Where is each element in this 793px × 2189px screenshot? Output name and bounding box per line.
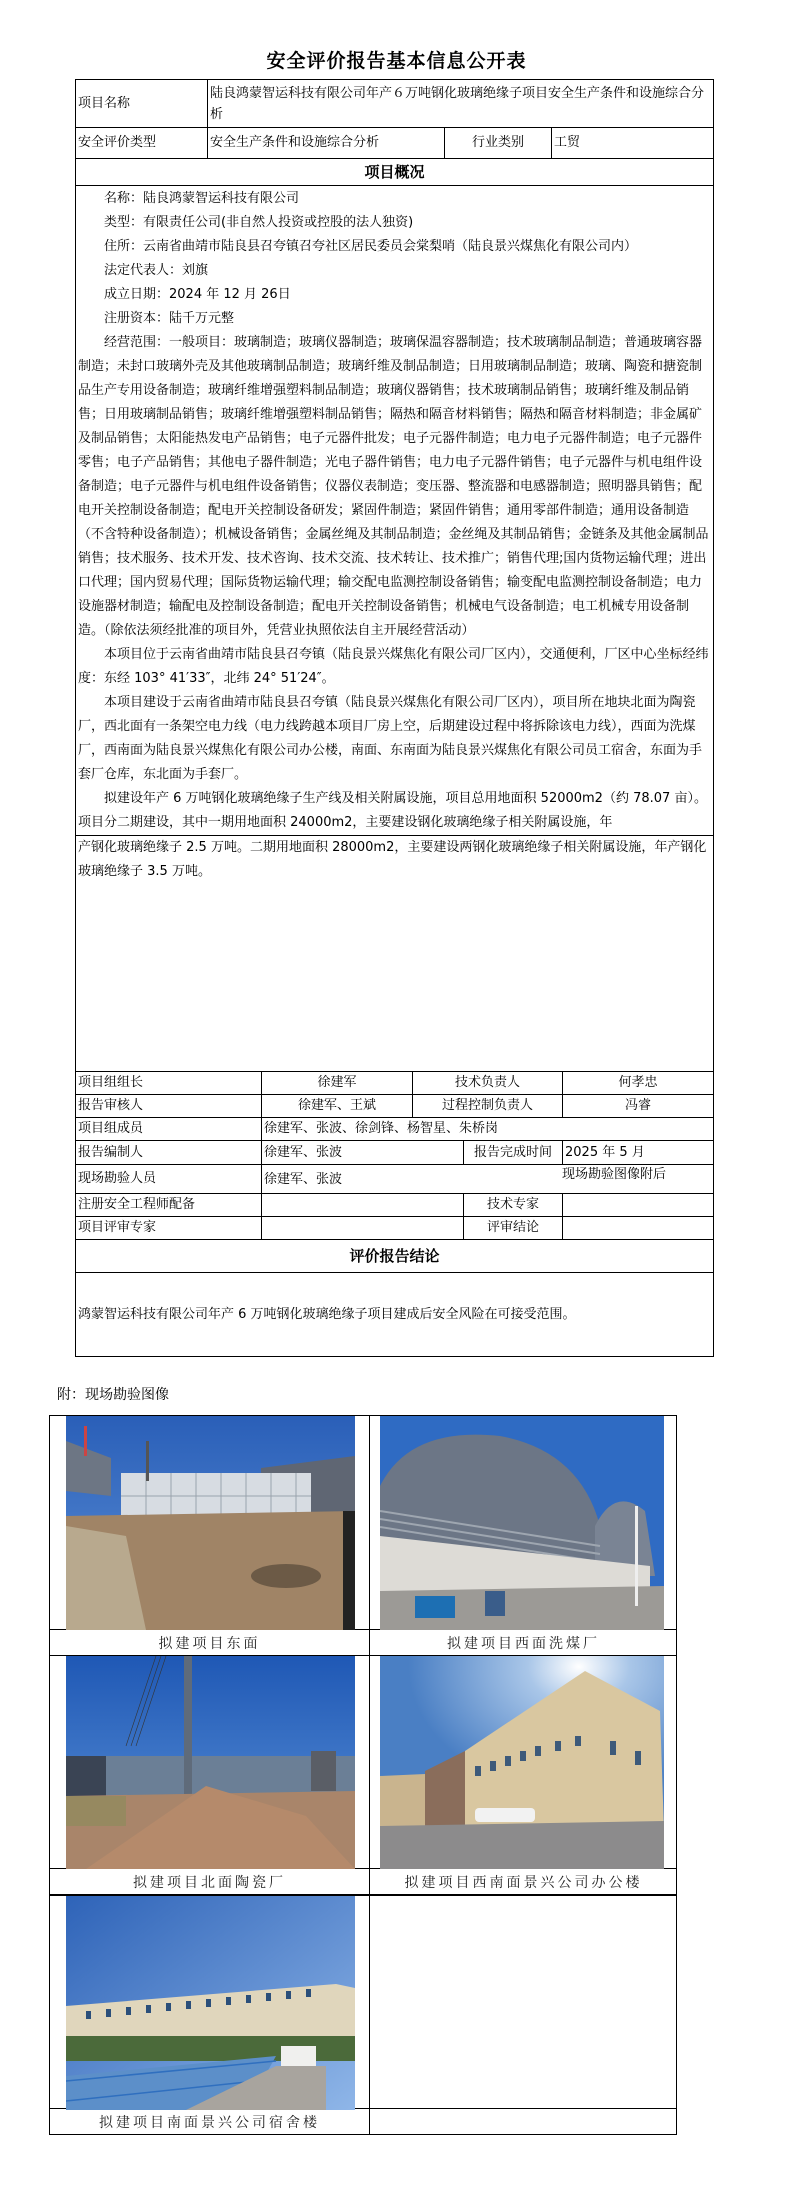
- overview-heading: 项目概况: [364, 163, 425, 181]
- conclusion-text: 鸿蒙智运科技有限公司年产 6 万吨钢化玻璃绝缘子项目建成后安全风险在可接受范围。: [78, 1306, 576, 1322]
- overview-body: [75, 185, 714, 1072]
- tech-lead-cell: [562, 1071, 714, 1095]
- author-cell: [261, 1140, 464, 1165]
- project-location: 本项目位于云南省曲靖市陆良县召夸镇（陆良景兴煤焦化有限公司厂区内），交通便利，厂区中心坐标经纬度：东经 103° 41′33″，北纬 24° 51′24″。: [78, 647, 709, 686]
- project-name: 陆良鸿蒙智运科技有限公司年产６万吨钢化玻璃绝缘子项目安全生产条件和设施综合分析: [210, 86, 705, 122]
- site-photo-southwest-office: [380, 1656, 664, 1869]
- leader-label: 项目组组长: [78, 1075, 144, 1090]
- conclusion-heading-cell: [75, 1239, 714, 1273]
- completion: 2025 年 5 月: [565, 1144, 645, 1160]
- site-staff: 徐建军、张波: [264, 1172, 343, 1187]
- founded-date: 成立日期：2024 年 12 月 26日: [104, 287, 291, 302]
- expert-label-cell: [463, 1193, 563, 1217]
- review-result-label: 评审结论: [486, 1220, 539, 1235]
- photo-caption-cell: [50, 1630, 370, 1656]
- industry: 工贸: [554, 135, 581, 150]
- industry-label-cell: [444, 127, 552, 159]
- photo-caption: 拟建项目南面景兴公司宿舍楼: [99, 2115, 320, 2131]
- process-lead-label: 过程控制负责人: [441, 1098, 533, 1113]
- construction-plan-1: 拟建设年产 6 万吨钢化玻璃绝缘子生产线及相关附属设施，项目总用地面积 52000m2（约 78.07 亩）。项目分二期建设，其中一期用地面积 24000m2，主要建设钢化玻璃绝缘子相关附属设施，年: [76, 787, 713, 836]
- photo-caption: 拟建项目西面洗煤厂: [447, 1635, 600, 1652]
- company-type: 类型：有限责任公司(非自然人投资或控股的法人独资): [104, 215, 414, 230]
- photo-caption: 拟建项目东面: [158, 1635, 261, 1652]
- site-photo-west-coal-washing: [380, 1416, 664, 1630]
- photo-caption-cell: [50, 2109, 370, 2135]
- members-cell: [261, 1117, 714, 1141]
- engineer-cell: [261, 1193, 464, 1217]
- project-name-cell: [207, 79, 714, 128]
- leader: 徐建军: [317, 1075, 357, 1090]
- project-name-label: 项目名称: [78, 95, 131, 111]
- completion-label-cell: [463, 1140, 563, 1165]
- photo-caption-cell: [370, 1869, 677, 1895]
- photo-caption: 拟建项目北面陶瓷厂: [133, 1874, 286, 1891]
- construction-plan-2: 产钢化玻璃绝缘子 2.5 万吨。二期用地面积 28000m2，主要建设两钢化玻璃绝缘子相关附属设施，年产钢化玻璃绝缘子 3.5 万吨。: [78, 840, 707, 879]
- photo-grid: [49, 1415, 677, 2135]
- review-expert-cell: [261, 1216, 464, 1240]
- reviewer: 徐建军、王斌: [297, 1098, 376, 1113]
- author: 徐建军、张波: [264, 1144, 343, 1160]
- photo-caption-cell-empty: [370, 2109, 677, 2135]
- overview-heading-cell: [75, 158, 714, 186]
- site-photos-note: 现场勘验图像附后: [562, 1167, 667, 1182]
- review-result-label-cell: [463, 1216, 563, 1240]
- tech-lead-label: 技术负责人: [454, 1075, 520, 1090]
- reviewer-label: 报告审核人: [78, 1098, 144, 1113]
- eval-type-label-cell: [75, 127, 208, 159]
- industry-cell: [551, 127, 714, 159]
- registered-capital: 注册资本：陆千万元整: [104, 311, 235, 326]
- tech-lead: 何孝忠: [618, 1075, 658, 1090]
- business-scope: 经营范围：一般项目：玻璃制造；玻璃仪器制造；玻璃保温容器制造；技术玻璃制品制造；普通玻璃容器制造；未封口玻璃外壳及其他玻璃制品制造；玻璃纤维及制品制造；日用玻璃制品制造；玻璃、陶瓷和搪瓷制品生产专用设备制造；玻璃纤维增强塑料制品制造；玻璃仪器销售；技术玻璃制品销售；玻璃纤维及制品销售；日用玻璃制品销售；玻璃纤维增强塑料制品销售；隔热和隔音材料销售；隔热和隔音材料制造；非金属矿及制品销售；太阳能热发电产品销售；电子元器件批发；电子元器件制造；电力电子元器件制造；电子元器件零售；电子产品销售；其他电子器件制造；光电子器件销售；电力电子元器件销售；电子元器件与机电组件设备制造；电子元器件与机电组件设备销售；仪器仪表制造；变压器、整流器和电感器制造；照明器具销售；配电开关控制设备制造；配电开关控制设备研发；紧固件制造；紧固件销售；通用零部件制造；通用设备制造（不含特种设备制造）；机械设备销售；金属丝绳及其制品制造；金丝绳及其制品销售；金链条及其他金属制品销售；技术服务、技术开发、技术咨询、技术交流、技术转让、技术推广；销售代理;国内货物运输代理；进出口代理；国内贸易代理；国际货物运输代理；输交配电监测控制设备销售；输变配电监测控制设备制造；电力设施器材制造；输配电及控制设备制造；配电开关控制设备销售；机械电气设备制造；电工机械专用设备制造。（除依法须经批准的项目外，凭营业执照依法自主开展经营活动）: [78, 335, 709, 638]
- photo-cell: [370, 1416, 677, 1630]
- project-surroundings: 本项目建设于云南省曲靖市陆良县召夸镇（陆良景兴煤焦化有限公司厂区内），项目所在地块北面为陶瓷厂，西北面有一条架空电力线（电力线跨越本项目厂房上空，后期建设过程中将拆除该电力线），西面为洗煤厂，西南面为陆良景兴煤焦化有限公司办公楼，南面、东南面为陆良景兴煤焦化有限公司员工宿舍，东面为手套厂仓库，东北面为手套厂。: [78, 695, 703, 782]
- legal-representative: 法定代表人：刘旗: [104, 263, 209, 278]
- project-name-label-cell: [75, 79, 208, 128]
- review-expert-label-cell: [75, 1216, 262, 1240]
- completion-label: 报告完成时间: [473, 1144, 552, 1160]
- review-result-cell: [562, 1216, 714, 1240]
- photo-cell: [50, 1656, 370, 1869]
- members-label-cell: [75, 1117, 262, 1141]
- photo-cell: [370, 1656, 677, 1869]
- leader-label-cell: [75, 1071, 262, 1095]
- photo-caption: 拟建项目西南面景兴公司办公楼: [404, 1874, 643, 1891]
- completion-cell: [562, 1140, 714, 1165]
- conclusion-heading: 评价报告结论: [349, 1247, 440, 1265]
- attachment-label: 附：现场勘验图像: [57, 1387, 169, 1403]
- author-label: 报告编制人: [78, 1144, 144, 1160]
- site-staff-cell: [261, 1164, 714, 1194]
- photo-caption-cell: [370, 1630, 677, 1656]
- company-name: 名称：陆良鸿蒙智运科技有限公司: [104, 191, 300, 206]
- photo-caption-cell: [50, 1869, 370, 1895]
- site-staff-label-cell: [75, 1164, 262, 1194]
- members: 徐建军、张波、徐剑锋、杨智星、朱桥岗: [264, 1121, 499, 1136]
- eval-type-cell: [207, 127, 445, 159]
- eval-type: 安全生产条件和设施综合分析: [210, 135, 380, 150]
- photo-cell-empty: [370, 1895, 677, 2109]
- site-photo-south-dormitory: [66, 1896, 355, 2110]
- photo-cell: [50, 1416, 370, 1630]
- author-label-cell: [75, 1140, 262, 1165]
- reviewer-label-cell: [75, 1094, 262, 1118]
- expert-cell: [562, 1193, 714, 1217]
- reviewer-cell: [261, 1094, 413, 1118]
- site-photo-north-ceramics: [66, 1656, 355, 1869]
- site-photo-east: [66, 1416, 355, 1630]
- industry-label: 行业类别: [471, 135, 524, 150]
- page-title: 安全评价报告基本信息公开表: [266, 50, 527, 72]
- company-address: 住所：云南省曲靖市陆良县召夸镇召夸社区居民委员会棠梨哨（陆良景兴煤焦化有限公司内）: [104, 239, 638, 254]
- leader-cell: [261, 1071, 413, 1095]
- process-lead: 冯睿: [624, 1098, 651, 1113]
- eval-type-label: 安全评价类型: [78, 135, 157, 150]
- photo-cell: [50, 1895, 370, 2109]
- members-label: 项目组成员: [78, 1121, 144, 1136]
- review-expert-label: 项目评审专家: [78, 1220, 157, 1235]
- process-lead-label-cell: [412, 1094, 563, 1118]
- engineer-label-cell: [75, 1193, 262, 1217]
- expert-label: 技术专家: [486, 1197, 539, 1212]
- process-lead-cell: [562, 1094, 714, 1118]
- site-staff-label: 现场勘验人员: [78, 1171, 157, 1186]
- engineer-label: 注册安全工程师配备: [78, 1197, 196, 1212]
- tech-lead-label-cell: [412, 1071, 563, 1095]
- conclusion-cell: [75, 1272, 714, 1357]
